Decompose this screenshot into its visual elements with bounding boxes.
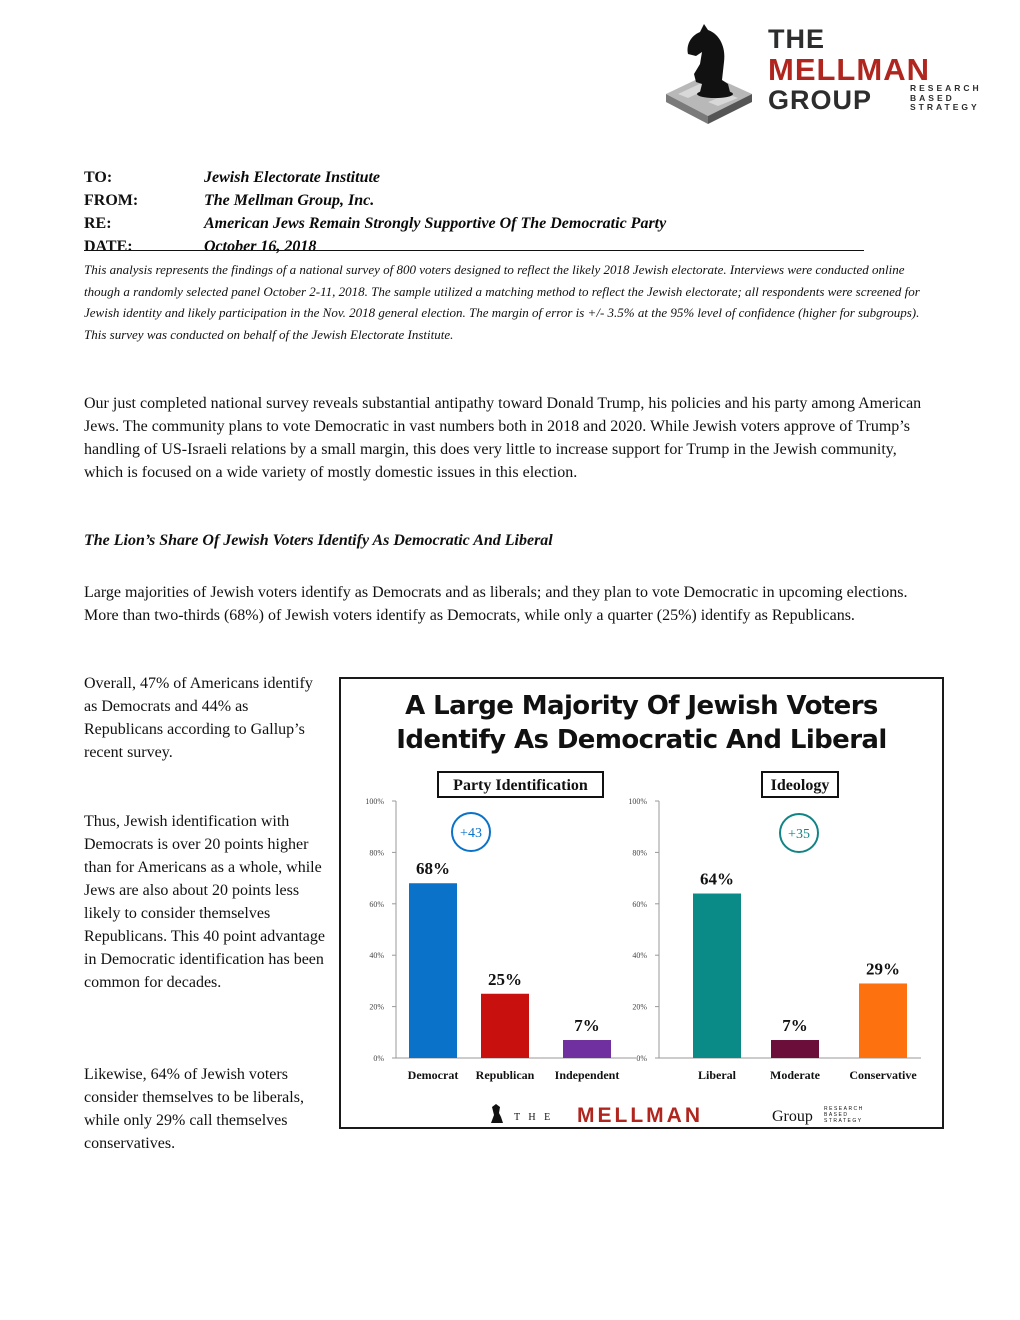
y-tick-label: 40%	[632, 951, 647, 961]
chart-2-margin-label: +35	[788, 827, 810, 842]
footer-tag-3: STRATEGY	[824, 1118, 863, 1124]
y-tick-label: 60%	[632, 899, 647, 909]
chart-title-line-2: Identify As Democratic And Liberal	[396, 725, 887, 755]
y-tick-label: 60%	[369, 899, 384, 909]
memo-to-row	[84, 168, 864, 191]
x-category-liberal: Liberal	[698, 1068, 736, 1082]
sidebar-ideology-paragraph: Likewise, 64% of Jewish voters consider themselves to be liberals, while only 29% call themselves conservatives.	[84, 1066, 304, 1152]
section-heading: The Lion’s Share Of Jewish Voters Identify As Democratic And Liberal	[84, 532, 553, 549]
logo-the-text: THE	[768, 24, 825, 54]
chart-plot	[341, 679, 942, 1127]
footer-group-text: Group	[772, 1108, 813, 1125]
memo-date-label: DATE:	[84, 238, 133, 255]
y-tick-label: 20%	[369, 1002, 384, 1012]
y-tick-label: 100%	[628, 797, 647, 806]
footer-mellman-text: MELLMAN	[577, 1104, 703, 1125]
bar-independent	[563, 1040, 611, 1058]
data-label-democrat: 68%	[416, 859, 450, 879]
chart-title-line-1: A Large Majority Of Jewish Voters	[405, 691, 878, 721]
chart-footer-logo	[381, 1103, 903, 1125]
logo-tagline: RESEARCH BASED STRATEGY	[910, 83, 982, 112]
logo-mellman-text: MELLMAN	[768, 52, 930, 87]
sidebar-gallup-paragraph: Overall, 47% of Americans identify as Democrats and 44% as Republicans according to Gallup’s recent survey.	[84, 675, 313, 761]
y-tick-label: 0%	[373, 1054, 384, 1063]
y-tick-label: 80%	[369, 848, 384, 858]
data-label-republican: 25%	[488, 969, 522, 989]
sidebar-advantage-paragraph: Thus, Jewish identification with Democrats is over 20 points higher than for Americans as a whole, while Jews are also about 20 points less likely to consider themselves Republicans. This 40 point advantage in Democratic identification has been common for decades.	[84, 813, 325, 991]
memo-date-row	[84, 237, 864, 260]
y-tick-label: 40%	[369, 951, 384, 961]
methodology-note: This analysis represents the findings of a national survey of 800 voters designed to reflect the likely 2018 Jewish electorate. Interviews were conducted online though a randomly selected panel October 2-11, 2018. The sample utilized a matching method to reflect the Jewish electorate; all respondents were screened for Jewish identity and likely participation in the Nov. 2018 general election. The margin of error is +/- 3.5% at the 95% level of confidence (higher for subgroups). This survey was conducted on behalf of the Jewish Electorate Institute.	[84, 262, 920, 342]
memo-to-value: Jewish Electorate Institute	[204, 169, 381, 186]
memo-divider	[84, 250, 864, 251]
chart-panel	[339, 677, 944, 1129]
mellman-logo	[660, 18, 995, 128]
chart-footer-svg	[381, 1103, 903, 1125]
x-category-moderate: Moderate	[770, 1068, 820, 1082]
memo-re-value: American Jews Remain Strongly Supportive Of The Democratic Party	[204, 215, 667, 232]
data-label-independent: 7%	[574, 1016, 600, 1036]
memo-from-label: FROM:	[84, 192, 139, 209]
data-label-liberal: 64%	[700, 869, 734, 889]
x-category-conservative: Conservative	[849, 1068, 917, 1082]
memo-from-value: The Mellman Group, Inc.	[204, 192, 375, 209]
memo-header	[84, 168, 864, 260]
data-label-moderate: 7%	[782, 1016, 808, 1036]
chart-2-title: Ideology	[770, 777, 830, 794]
bar-moderate	[771, 1040, 819, 1058]
bar-conservative	[859, 983, 907, 1058]
memo-from-row	[84, 191, 864, 214]
x-category-democrat: Democrat	[407, 1068, 459, 1082]
y-tick-label: 80%	[632, 848, 647, 858]
bar-republican	[481, 994, 529, 1058]
footer-tag-2: BASED	[824, 1112, 849, 1118]
data-label-conservative: 29%	[866, 959, 900, 979]
memo-to-label: TO:	[84, 169, 113, 186]
y-tick-label: 100%	[365, 797, 384, 806]
x-category-independent: Independent	[554, 1068, 620, 1082]
memo-date-value: October 16, 2018	[204, 238, 317, 255]
y-tick-label: 0%	[636, 1054, 647, 1063]
chess-knight-logo-icon	[660, 18, 770, 128]
party-paragraph: Large majorities of Jewish voters identify as Democrats and as liberals; and they plan to vote Democratic in upcoming elections. More than two-thirds (68%) of Jewish voters identify as Democrats, while only a quarter (25%) identify as Republicans.	[84, 584, 908, 624]
footer-the-text: T H E	[514, 1112, 554, 1123]
chart-1-margin-label: +43	[460, 826, 482, 841]
intro-paragraph: Our just completed national survey reveals substantial antipathy toward Donald Trump, his policies and his party among American Jews. The community plans to vote Democratic in vast numbers both in 2018 and 2020. While Jewish voters approve of Trump’s handling of US-Israeli relations by a small margin, this does very little to increase support for Trump in the Jewish community, which is focused on a wide variety of mostly domestic issues in this election.	[84, 395, 922, 481]
bar-democrat	[409, 883, 457, 1058]
footer-tag-1: RESEARCH	[824, 1106, 864, 1112]
memo-re-label: RE:	[84, 215, 112, 232]
memo-re-row	[84, 214, 864, 237]
y-tick-label: 20%	[632, 1002, 647, 1012]
chart-1-title: Party Identification	[453, 777, 588, 794]
logo-group-text: GROUP	[768, 85, 873, 115]
bar-liberal	[693, 894, 741, 1058]
x-category-republican: Republican	[475, 1068, 535, 1082]
